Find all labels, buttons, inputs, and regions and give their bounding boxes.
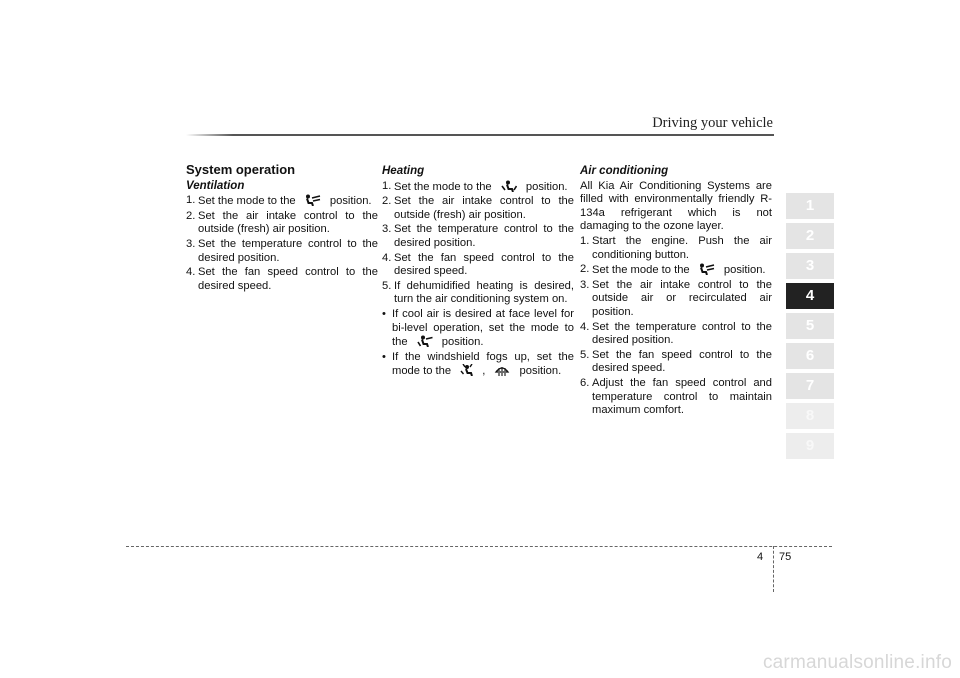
header-rule [186,134,774,136]
section-title: System operation [186,162,296,177]
list-item: 2. Set the air intake control to the outside (fresh) air position. [382,195,574,221]
chapter-tab-5[interactable]: 5 [786,313,834,339]
chapter-tab-2[interactable]: 2 [786,223,834,249]
chapter-tab-6[interactable]: 6 [786,343,834,369]
list-item: 4. Set the temperature control to the desired position. [580,320,772,347]
list-item: 3. Set the temperature control to the desired position. [186,237,378,264]
bi-level-vent-icon [417,335,433,347]
list-item: 3. Set the air intake control to the outside air or recirculated air position. [580,278,772,318]
bullet-item: • If cool air is desired at face level for bi-level operation, set the mode to the position. [382,307,574,349]
list-item: 3. Set the temperature control to the desired position. [382,223,574,249]
ac-intro: All Kia Air Conditioning Systems are filled with environmentally friendly R-134a refrigerant which is not damaging to the ozone layer. [580,179,772,233]
chapter-tab-9[interactable]: 9 [786,433,834,459]
floor-vent-icon [501,180,517,192]
footer-divider [773,546,774,592]
column-heating [382,163,574,380]
list-item: 5. If dehumidified heating is desired, turn the air conditioning system on. [382,279,574,306]
chapter-tab-1[interactable]: 1 [786,193,834,219]
chapter-tab-3[interactable]: 3 [786,253,834,279]
column-air-conditioning [580,163,772,419]
column-ventilation [186,163,378,294]
footer-rule [126,546,832,547]
list-item: 4. Set the fan speed control to the desired speed. [382,251,574,278]
chapter-tabs [786,193,834,463]
list-item: 5. Set the fan speed control to the desired speed. [580,348,772,375]
face-vent-icon [699,263,715,275]
defrost-icon [494,364,510,376]
list-item: 4. Set the fan speed control to the desired speed. [186,266,378,292]
running-header: Driving your vehicle [652,115,773,131]
list-item: 1. Start the engine. Push the air conditioning button. [580,234,772,261]
face-vent-icon [305,194,321,206]
chapter-tab-8[interactable]: 8 [786,403,834,429]
list-item: 2. Set the air intake control to the outside (fresh) air position. [186,209,378,236]
list-item: 1. Set the mode to the position. [382,179,568,193]
chapter-tab-4[interactable]: 4 [786,283,834,309]
page-number: 75 [779,551,792,563]
page-chapter: 4 [757,551,764,563]
watermark: carmanualsonline.info [762,652,952,673]
chapter-tab-7[interactable]: 7 [786,373,834,399]
floor-defrost-icon [460,364,476,376]
list-item: 2. Set the mode to the position. [580,263,766,277]
ac-title: Air conditioning [580,165,669,177]
list-item: 6. Adjust the fan speed control and temperature control to maintain maximum comfort. [580,376,772,417]
ventilation-title: Ventilation [186,179,245,192]
bullet-item: • If the windshield fogs up, set the mode to the , position. [382,350,574,378]
list-item: 1. Set the mode to the position. [186,194,372,208]
heating-title: Heating [382,165,425,177]
